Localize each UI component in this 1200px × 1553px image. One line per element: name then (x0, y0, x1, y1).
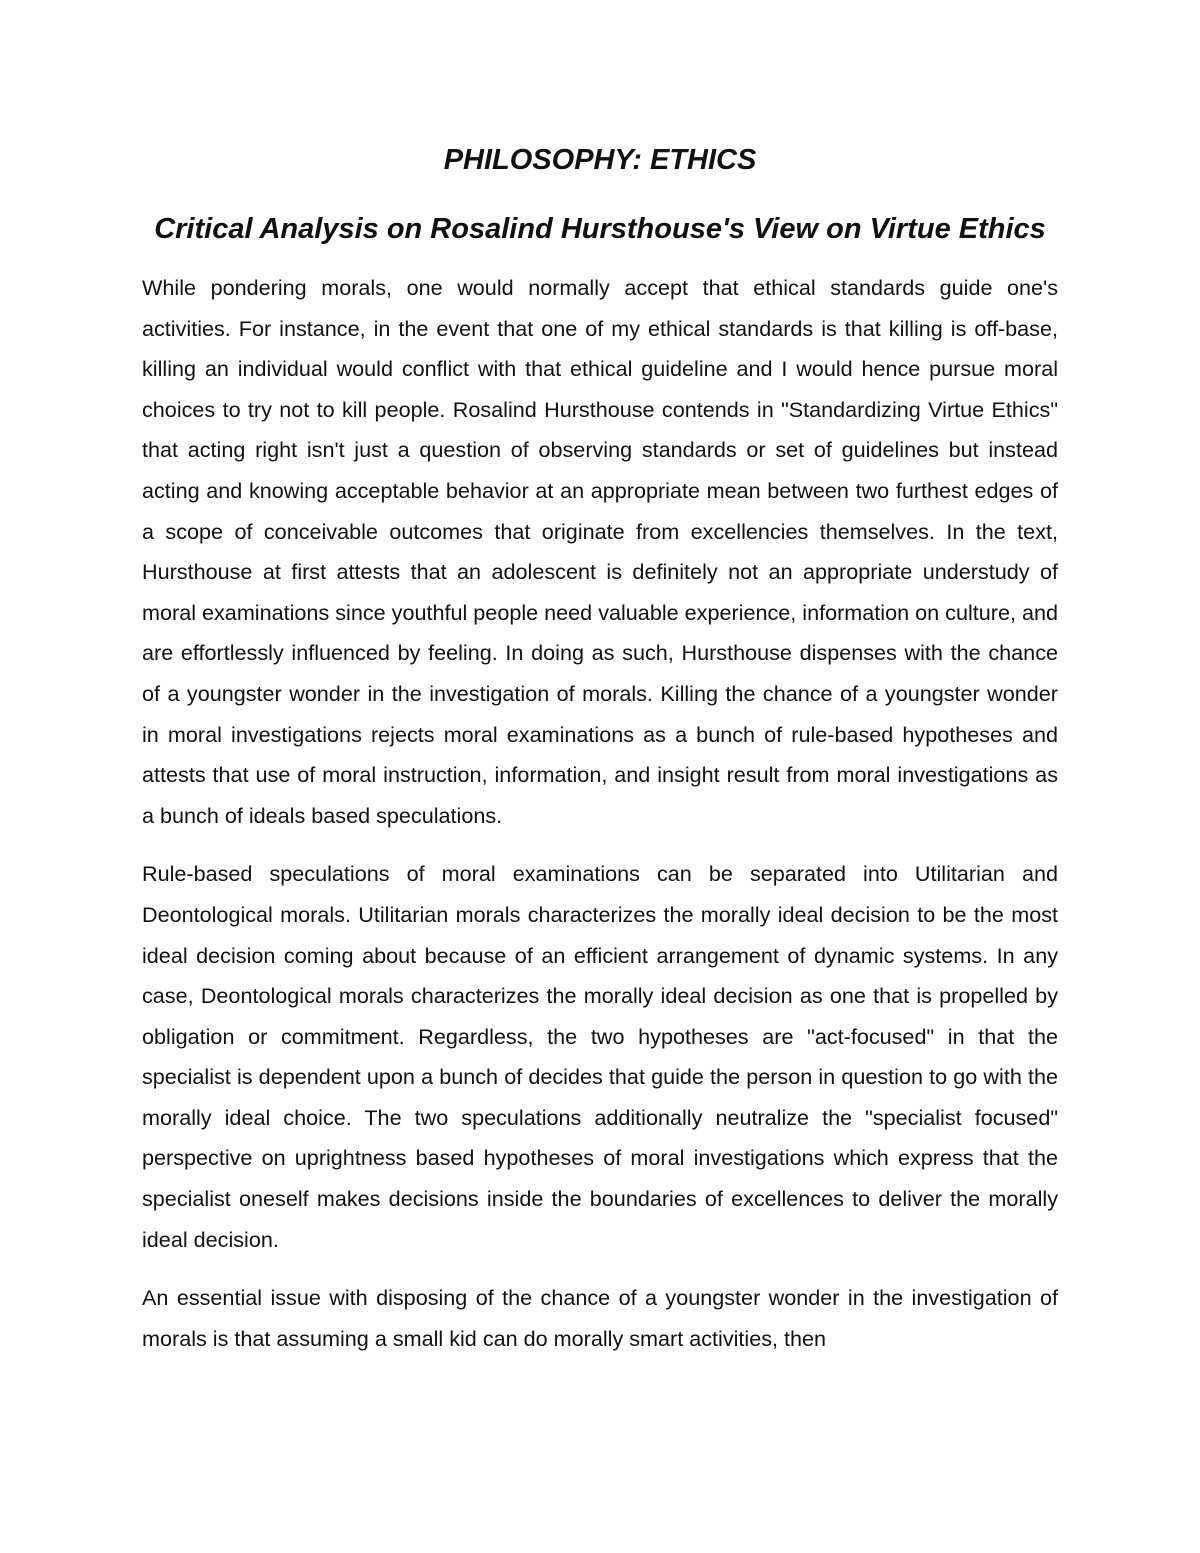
document-title: PHILOSOPHY: ETHICS (443, 144, 757, 176)
document-page (142, 138, 1058, 1377)
paragraph-2: Rule-based speculations of moral examinations can be separated into Utilitarian and Deontological morals. Utilitarian morals characterizes the morally ideal decision to be the most ideal decision coming about because of an efficient arrangement of dynamic systems. In any case, Deontological morals characterizes the morally ideal decision as one that is propelled by obligation or commitment. Regardless, the two hypotheses are "act-focused" in that the specialist is dependent upon a bunch of decides that guide the person in question to go with the morally ideal choice. The two speculations additionally neutralize the "specialist focused" perspective on uprightness based hypotheses of moral investigations which express that the specialist oneself makes decisions inside the boundaries of excellences to deliver the morally ideal decision. (142, 861, 1058, 1252)
document-subtitle: Critical Analysis on Rosalind Hursthouse's View on Virtue Ethics (154, 213, 1046, 245)
paragraph-3: An essential issue with disposing of the chance of a youngster wonder in the investigation of morals is that assuming a small kid can do morally smart activities, then (142, 1285, 1058, 1351)
paragraph-1: While pondering morals, one would normally accept that ethical standards guide one's activities. For instance, in the event that one of my ethical standards is that killing is off-base, killing an individual would conflict with that ethical guideline and I would hence pursue moral choices to try not to kill people. Rosalind Hursthouse contends in "Standardizing Virtue Ethics" that acting right isn't just a question of observing standards or set of guidelines but instead acting and knowing acceptable behavior at an appropriate mean between two furthest edges of a scope of conceivable outcomes that originate from excellencies themselves. In the text, Hursthouse at first attests that an adolescent is definitely not an appropriate understudy of moral examinations since youthful people need valuable experience, information on culture, and are effortlessly influenced by feeling. In doing as such, Hursthouse dispenses with the chance of a youngster wonder in the investigation of morals. Killing the chance of a youngster wonder in moral investigations rejects moral examinations as a bunch of rule-based hypotheses and attests that use of moral instruction, information, and insight result from moral investigations as a bunch of ideals based speculations. (142, 275, 1058, 828)
